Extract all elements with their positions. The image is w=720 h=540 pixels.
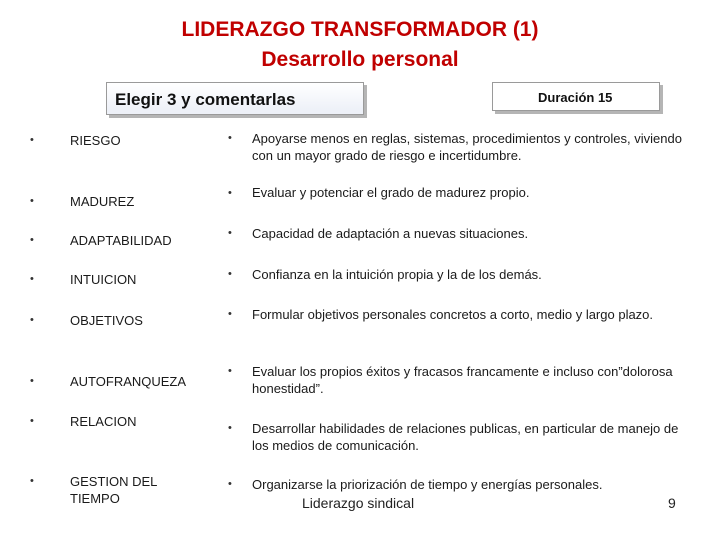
duration-box: Duración 15 xyxy=(492,82,660,111)
bullet-icon: • xyxy=(228,478,232,490)
description-riesgo: Apoyarse menos en reglas, sistemas, procedimientos y controles, viviendo con un mayor grado de riesgo e incertidumbre. xyxy=(252,131,682,163)
bullet-icon: • xyxy=(30,134,34,146)
topic-madurez: MADUREZ xyxy=(70,194,135,209)
topic-riesgo: RIESGO xyxy=(70,133,121,148)
bullet-icon: • xyxy=(228,187,232,199)
description-relacion: Desarrollar habilidades de relaciones publicas, en particular de manejo de los medios de comunicación. xyxy=(252,421,679,453)
topic-relacion: RELACION xyxy=(70,414,137,429)
topic-intuicion: INTUICION xyxy=(70,272,137,287)
topic-autofranqueza: AUTOFRANQUEZA xyxy=(70,374,187,389)
page-number: 9 xyxy=(668,495,676,511)
choose-instruction-box: Elegir 3 y comentarlas xyxy=(106,82,364,115)
bullet-icon: • xyxy=(30,273,34,285)
description-madurez: Evaluar y potenciar el grado de madurez propio. xyxy=(252,185,530,200)
bullet-icon: • xyxy=(30,415,34,427)
description-gestion-del-tiempo: Organizarse la priorización de tiempo y energías personales. xyxy=(252,477,603,492)
topic-gestion-del-tiempo: GESTION DEL TIEMPO xyxy=(70,474,157,506)
description-autofranqueza: Evaluar los propios éxitos y fracasos francamente e incluso con”dolorosa honestidad”. xyxy=(252,364,673,396)
bullet-icon: • xyxy=(228,308,232,320)
bullet-icon: • xyxy=(30,195,34,207)
bullet-icon: • xyxy=(228,227,232,239)
bullet-icon: • xyxy=(228,365,232,377)
bullet-icon: • xyxy=(30,375,34,387)
description-objetivos: Formular objetivos personales concretos a corto, medio y largo plazo. xyxy=(252,307,654,322)
bullet-icon: • xyxy=(228,422,232,434)
topic-objetivos: OBJETIVOS xyxy=(70,313,143,328)
description-intuicion: Confianza en la intuición propia y la de los demás. xyxy=(252,267,542,282)
description-adaptabilidad: Capacidad de adaptación a nuevas situaciones. xyxy=(252,226,529,241)
bullet-icon: • xyxy=(30,314,34,326)
bullet-icon: • xyxy=(30,475,34,487)
bullet-icon: • xyxy=(228,268,232,280)
topic-adaptabilidad: ADAPTABILIDAD xyxy=(70,233,172,248)
slide-title: LIDERAZGO TRANSFORMADOR (1) xyxy=(181,18,539,41)
slide-subtitle: Desarrollo personal xyxy=(261,48,459,71)
bullet-icon: • xyxy=(228,132,232,144)
footer-text: Liderazgo sindical xyxy=(302,495,415,511)
bullet-icon: • xyxy=(30,234,34,246)
